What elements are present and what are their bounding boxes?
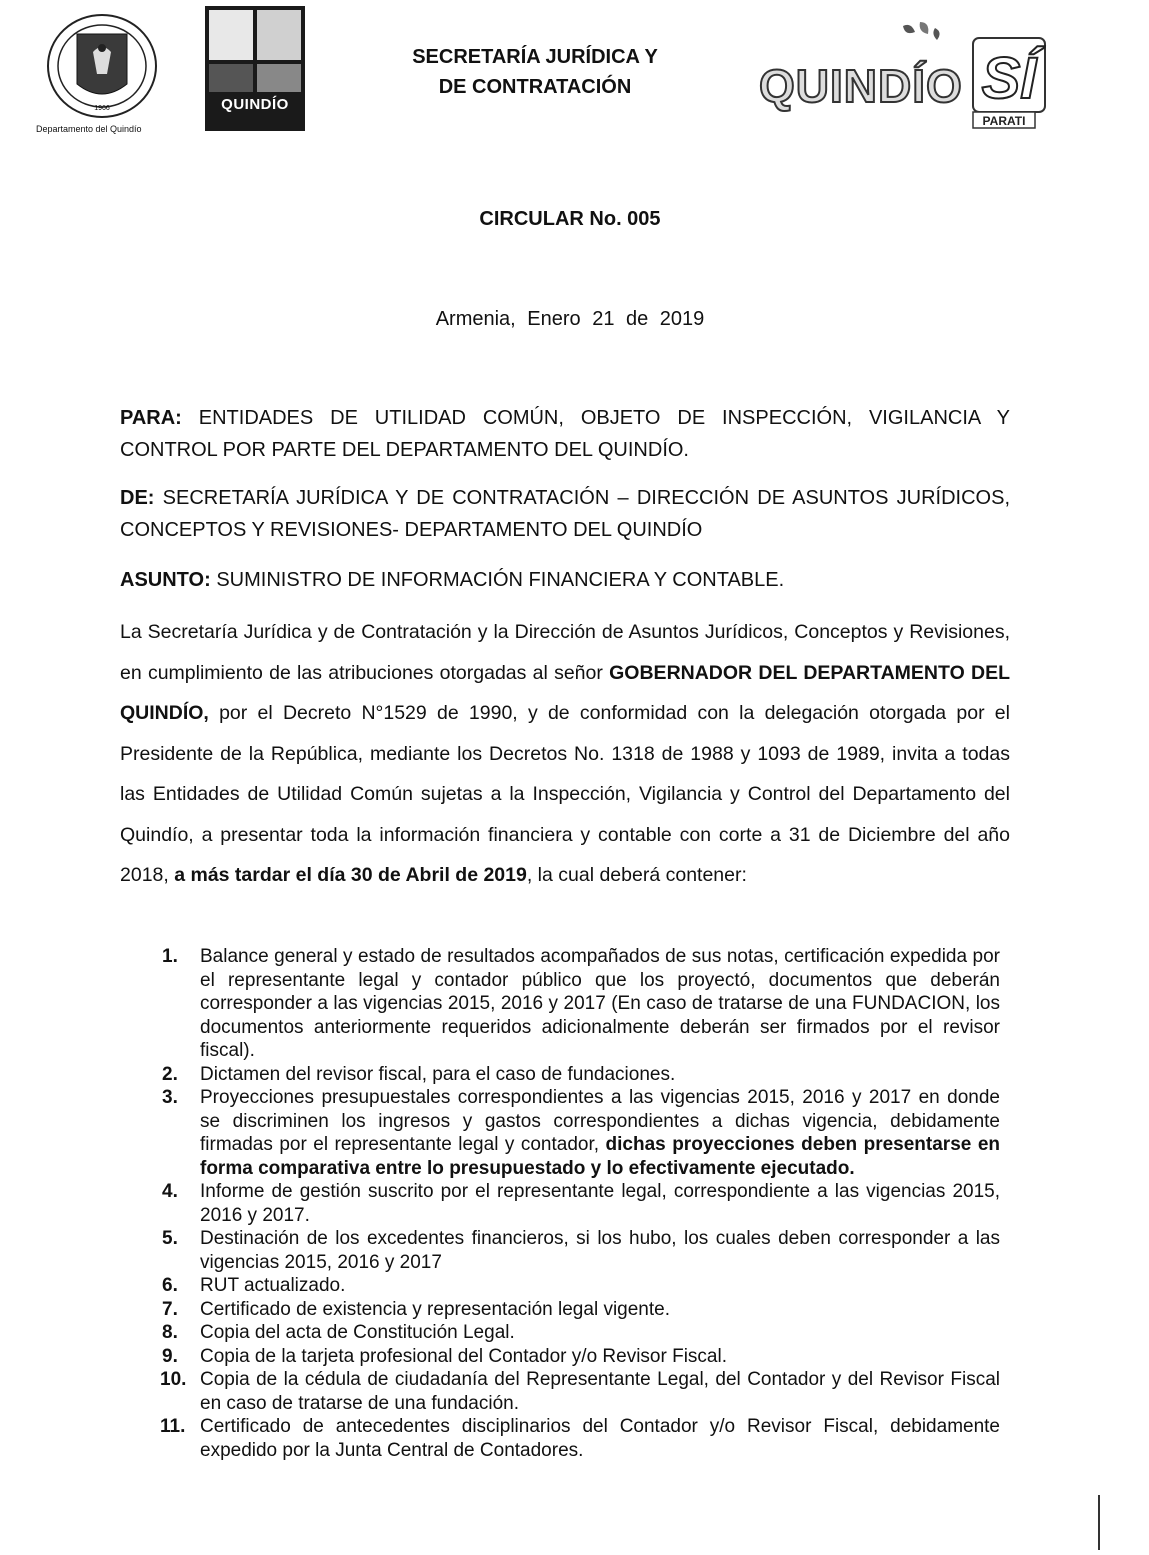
item-text: Balance general y estado de resultados acompañados de sus notas, certificación expedida por el representante legal y contador público que los proyectó, documentos que deberán corresponder a las vigencias 2015, 2016 y 2017 (En caso de tratarse de una FUNDACION, los documentos anteriormente requeridos adicionalmente deberán ser firmados por el revisor fiscal). bbox=[200, 946, 1000, 1061]
body-part3: , la cual deberá contener: bbox=[526, 864, 747, 886]
list-item bbox=[150, 1345, 1000, 1369]
body-bold-deadline: a más tardar el día 30 de Abril de 2019 bbox=[174, 864, 527, 886]
list-item bbox=[150, 1298, 1000, 1322]
asunto-field bbox=[120, 564, 1010, 596]
header-title-line2: DE CONTRATACIÓN bbox=[438, 76, 632, 98]
para-field bbox=[120, 402, 1010, 466]
list-item bbox=[150, 1415, 1000, 1462]
list-item bbox=[150, 1368, 1000, 1415]
item-number: 5. bbox=[162, 1228, 178, 1249]
seal-caption: Departamento del Quindío bbox=[36, 124, 142, 134]
item-text: Proyecciones presupuestales correspondientes a las vigencias 2015, 2016 y 2017 en donde se discriminen los ingresos y gastos correspondientes a dichas vigencia, debidamente firmadas por el representante legal y contador, bbox=[200, 1087, 1000, 1155]
de-text: SECRETARÍA JURÍDICA Y DE CONTRATACIÓN – DIRECCIÓN DE ASUNTOS JURÍDICOS, CONCEPTOS Y REVISIONES- DEPARTAMENTO DEL QUINDÍO bbox=[120, 487, 1011, 541]
item-number: 11. bbox=[160, 1416, 186, 1437]
logo-si: SÍ bbox=[981, 46, 1037, 111]
body-bold-governor: GOBERNADOR DEL DEPARTAMENTO DEL QUINDÍO, bbox=[120, 661, 1011, 724]
asunto-label: ASUNTO: bbox=[120, 569, 211, 591]
body-part1: La Secretaría Jurídica y de Contratación y la Dirección de Asuntos Jurídicos, Conceptos y Revisiones, en cumplimiento de las atribuciones otorgadas al señor bbox=[120, 621, 1010, 684]
list-item bbox=[150, 1063, 1000, 1087]
quindio-si-para-ti-logo bbox=[755, 20, 1065, 135]
list-item bbox=[150, 1086, 1000, 1180]
de-field bbox=[120, 482, 1010, 546]
body-part2: por el Decreto N°1529 de 1990, y de conformidad con la delegación otorgada por el Presidente de la República, mediante los Decretos No. 1318 de 1988 y 1093 de 1989, invita a todas las Entidades de Utilidad Común sujetas a la Inspección, Vigilancia y Control del Departamento del Quindío, a presentar toda la información financiera y contable con corte a 31 de Diciembre del año 2018, bbox=[120, 702, 1010, 886]
item-number: 3. bbox=[162, 1087, 178, 1108]
department-seal-icon bbox=[45, 12, 160, 120]
quindio-emblem-icon bbox=[205, 6, 305, 131]
item-number: 4. bbox=[162, 1181, 178, 1202]
seal-year: 1966 bbox=[94, 105, 110, 112]
item-text: Copia del acta de Constitución Legal. bbox=[200, 1322, 515, 1343]
item-number: 10. bbox=[160, 1369, 187, 1390]
item-text: Certificado de antecedentes disciplinarios del Contador y/o Revisor Fiscal, debidamente expedido por la Junta Central de Contadores. bbox=[200, 1416, 1000, 1461]
item-text: RUT actualizado. bbox=[200, 1275, 346, 1296]
list-item bbox=[150, 1227, 1000, 1274]
item-text: Copia de la cédula de ciudadanía del Representante Legal, del Contador y del Revisor Fiscal en caso de tratarse de una fundación. bbox=[200, 1369, 1000, 1414]
circular-number: CIRCULAR No. 005 bbox=[479, 208, 661, 230]
margin-mark bbox=[1098, 1495, 1100, 1550]
item-text: Copia de la tarjeta profesional del Contador y/o Revisor Fiscal. bbox=[200, 1345, 727, 1367]
item-text: Destinación de los excedentes financieros, si los hubo, los cuales deben corresponder a las vigencias 2015, 2016 y 2017 bbox=[200, 1228, 1000, 1273]
body-paragraph bbox=[120, 612, 1010, 896]
logo-text: QUINDÍO bbox=[759, 60, 963, 112]
date-line: Armenia, Enero 21 de 2019 bbox=[435, 308, 705, 330]
para-label: PARA: bbox=[120, 407, 182, 429]
item-number: 2. bbox=[162, 1063, 178, 1085]
list-item bbox=[150, 945, 1000, 1063]
item-number: 1. bbox=[162, 946, 178, 967]
list-item bbox=[150, 1180, 1000, 1227]
emblem-label: QUINDÍO bbox=[221, 96, 289, 113]
item-number: 7. bbox=[162, 1298, 178, 1320]
item-bold-text: dichas proyecciones deben presentarse en forma comparativa entre lo presupuestado y lo efectivamente ejecutado. bbox=[200, 1134, 1000, 1179]
asunto-text: SUMINISTRO DE INFORMACIÓN FINANCIERA Y CONTABLE. bbox=[216, 569, 785, 591]
header-title bbox=[370, 42, 700, 102]
item-number: 9. bbox=[162, 1345, 178, 1367]
item-number: 6. bbox=[162, 1275, 178, 1296]
item-text: Informe de gestión suscrito por el representante legal, correspondiente a las vigencias 2015, 2016 y 2017. bbox=[200, 1181, 1000, 1226]
list-item bbox=[150, 1321, 1000, 1345]
de-label: DE: bbox=[120, 487, 155, 509]
requirements-list bbox=[150, 945, 1000, 1462]
item-text: Certificado de existencia y representación legal vigente. bbox=[200, 1298, 670, 1320]
item-number: 8. bbox=[162, 1322, 178, 1343]
header-title-line1: SECRETARÍA JURÍDICA Y bbox=[412, 46, 658, 68]
item-text: Dictamen del revisor fiscal, para el caso de fundaciones. bbox=[200, 1063, 676, 1085]
logo-para-ti: PARATI bbox=[982, 114, 1026, 128]
para-text: ENTIDADES DE UTILIDAD COMÚN, OBJETO DE INSPECCIÓN, VIGILANCIA Y CONTROL POR PARTE DEL DEPARTAMENTO DEL QUINDÍO. bbox=[120, 407, 1010, 461]
list-item bbox=[150, 1274, 1000, 1298]
